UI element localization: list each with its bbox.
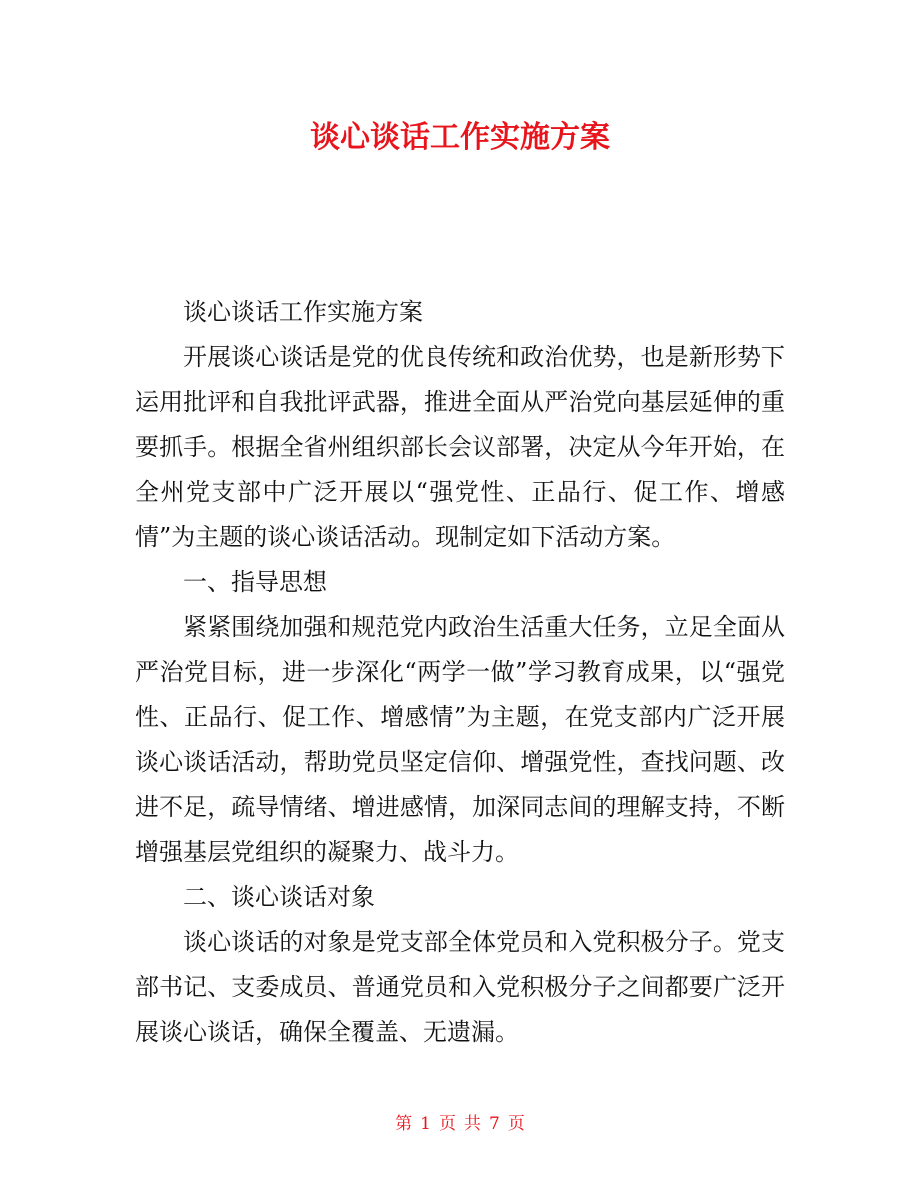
page-footer [0,1112,920,1136]
footer-total-pages: 7 [489,1114,500,1134]
document-title: 谈心谈话工作实施方案 [310,120,610,155]
footer-total-prefix: 共 [464,1114,481,1134]
paragraph-heading: 谈心谈话工作实施方案 [183,298,423,326]
paragraph-intro: 开展谈心谈话是党的优良传统和政治优势，也是新形势下运用批评和自我批评武器，推进全面从严治党向基层延伸的重要抓手。根据全省州组织部长会议部署，决定从今年开始，在全州党支部中广泛开展以“强党性、正品行、促工作、增感情”为主题的谈心谈话活动。现制定如下活动方案。 [135,343,785,551]
paragraph-talk-targets: 谈心谈话的对象是党支部全体党员和入党积极分子。党支部书记、支委成员、普通党员和入党积极分子之间都要广泛开展谈心谈话，确保全覆盖、无遗漏。 [135,928,785,1046]
footer-page-word: 页 [439,1114,456,1134]
paragraph-guiding-thought: 紧紧围绕加强和规范党内政治生活重大任务，立足全面从严治党目标，进一步深化“两学一做”学习教育成果，以“强党性、正品行、促工作、增感情”为主题，在党支部内广泛开展谈心谈话活动，帮助党员坚定信仰、增强党性，查找问题、改进不足，疏导情绪、增进感情，加深同志间的理解支持，不断增强基层党组织的凝聚力、战斗力。 [135,613,785,866]
section-heading-talk-targets: 二、谈心谈话对象 [183,883,375,911]
footer-suffix: 页 [507,1114,525,1134]
document-body [135,290,785,1055]
footer-prefix: 第 [395,1114,413,1134]
footer-current-page: 1 [420,1114,431,1134]
section-heading-guiding-thought: 一、指导思想 [183,568,327,596]
